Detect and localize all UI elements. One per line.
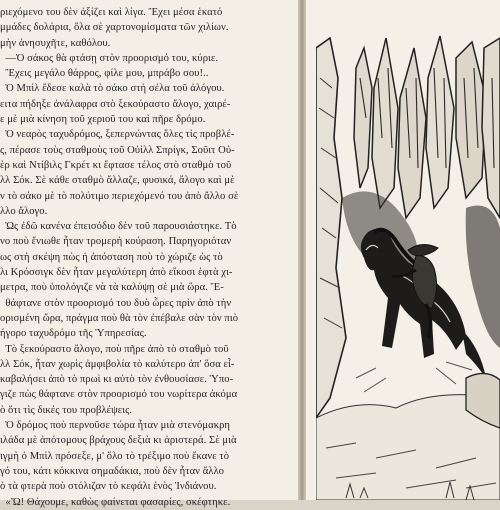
text-line: Ἔχεις μεγάλο θάρρος, φίλε μου, μπράβο σου!.. xyxy=(0,68,209,80)
text-line: λλο ἄλογο. xyxy=(0,205,48,217)
text-line: μὴν ἀνησυχῆτε, καθόλου. xyxy=(0,37,111,49)
text-line: ριεχόμενο του δὲν ἀξίζει καὶ λίγα. Ἔχει μέσα ἑκατό xyxy=(0,7,223,18)
text-line: ιγμὴ ὁ Μπὶλ πρόσεξε, μ' ὅλο τὸ τρέξιμο ποὺ ἔκανε τὸ xyxy=(0,450,230,462)
text-line: ν τὸ σάκο μὲ τὸ πολύτιμο περιεχόμενό του ἀπὸ ἄλλο σὲ xyxy=(0,190,239,202)
text-line: —Ὁ σάκος θὰ φτάσῃ στὸν προορισμό του, κύριε. xyxy=(0,52,219,64)
text-line: ειτα πήδηξε ἀνάλαφρα στὸ ξεκούραστο ἄλογο, χαιρέ- xyxy=(0,98,231,110)
text-line: λλ Σόκ. Σὲ κάθε σταθμὸ ἄλλαζε, φυσικά, ἄλογο καὶ μὲ xyxy=(0,175,235,187)
text-line: λι Κρόσσιγκ δὲν ἦταν μεγαλύτερη ἀπὸ εἴκοσι ἑφτὰ χι- xyxy=(0,267,233,279)
text-line: «Ὤ! Θάχουμε, καθὼς φαίνεται φασαρίες, σκέφτηκε. xyxy=(0,496,231,508)
text-line: ὸ ὅτι τὶς δικές του προβλέψεις. xyxy=(0,404,133,416)
text-line: ὲρ καὶ Ντίβιλς Γκρέτ κι ἔφτασε τέλος στὸ σταθμὸ τοῦ xyxy=(0,159,232,171)
text-line: νο ποὺ ἔνιωθε ἦταν τρομερὴ κούραση. Παρηγοριόταν xyxy=(0,236,232,248)
text-line: ήγορο ταχυδρόμο τῆς Ὑπηρεσίας. xyxy=(0,328,147,340)
text-line: ιλάδα μὲ ἀπότομους βράχους δεξιὰ κι ἀριστερά. Σὲ μιὰ xyxy=(0,435,237,447)
text-line: Ὁ νεαρὸς ταχυδρόμος, ξεπερνώντας ὅλες τὶς προβλέ- xyxy=(0,129,235,141)
text-block xyxy=(0,5,292,510)
text-line: ορισμένη ὥρα, πράγμα ποὺ θὰ τὸν ἐπέβαλε σὰν τὸν πιὸ xyxy=(0,312,239,324)
text-line: ε μὲ μιὰ κίνηση τοῦ χεριοῦ του καὶ πῆρε δρόμο. xyxy=(0,114,206,126)
text-line: θάφτανε στὸν προορισμό του δυὸ ὧρες πρὶν ἀπὸ τὴν xyxy=(0,297,232,309)
book-gutter xyxy=(298,0,306,500)
text-line: ως στὴ σκέψη πὼς ἡ ἀπόσταση ποὺ τὸ χώριζε ὡς τὸ xyxy=(0,251,223,263)
rider-illustration xyxy=(316,18,500,500)
text-line: γιζε πὼς θάφτανε στὸν προορισμό του νωρίτερα ἀκόμα xyxy=(0,389,238,401)
text-line: Ὁ δρόμος ποὺ περνοῦσε τώρα ἦταν μιὰ στενόμακρη xyxy=(0,420,231,432)
text-line: μετρα, ποὺ ὑπολόγιζε νὰ τὰ καλύψῃ σὲ μιὰ ὥρα. Ἔ- xyxy=(0,282,224,294)
text-line: μμάδες δολάρια, ὅλα σὲ χαρτονομίσματα τῶν χιλίων. xyxy=(0,22,229,34)
text-line: Ὁ Μπὶλ ἔδεσε καλὰ τὸ σάκο στὴ σέλα τοῦ ἀλόγου. xyxy=(0,83,225,95)
text-line: Τὸ ξεκούραστο ἄλογο, ποὺ πῆρε ἀπὸ τὸ σταθμὸ τοῦ xyxy=(0,343,229,355)
right-page xyxy=(306,0,500,500)
text-line: καβαλήσει ἀπὸ τὸ πρωὶ κι αὐτὸ τὸν ἐνθουσίασε. Ὑπο- xyxy=(0,374,234,386)
text-line: ς, πέρασε τοὺς σταθμοὺς τοῦ Οὐὶλλ Σπρίγκ, Σοῦιτ Οὐ- xyxy=(0,144,235,156)
text-line: λλ Σόκ, ἦταν χωρὶς ἀμφιβολία τὸ καλύτερο ἀπ' ὅσα εἶ- xyxy=(0,358,235,370)
text-line: ὸ τὰ φτερὰ ποὺ στόλιζαν τὸ κεφάλι ἑνὸς Ἰνδιάνου. xyxy=(0,481,217,493)
text-line: Ὡς ἐδῶ κανένα ἐπεισόδιο δὲν τοῦ παρουσιάστηκε. Τὸ xyxy=(0,221,237,233)
text-line: γό του, κάτι κόκκινα σημαδάκια, ποὺ δὲν ἦταν ἄλλο xyxy=(0,465,225,477)
